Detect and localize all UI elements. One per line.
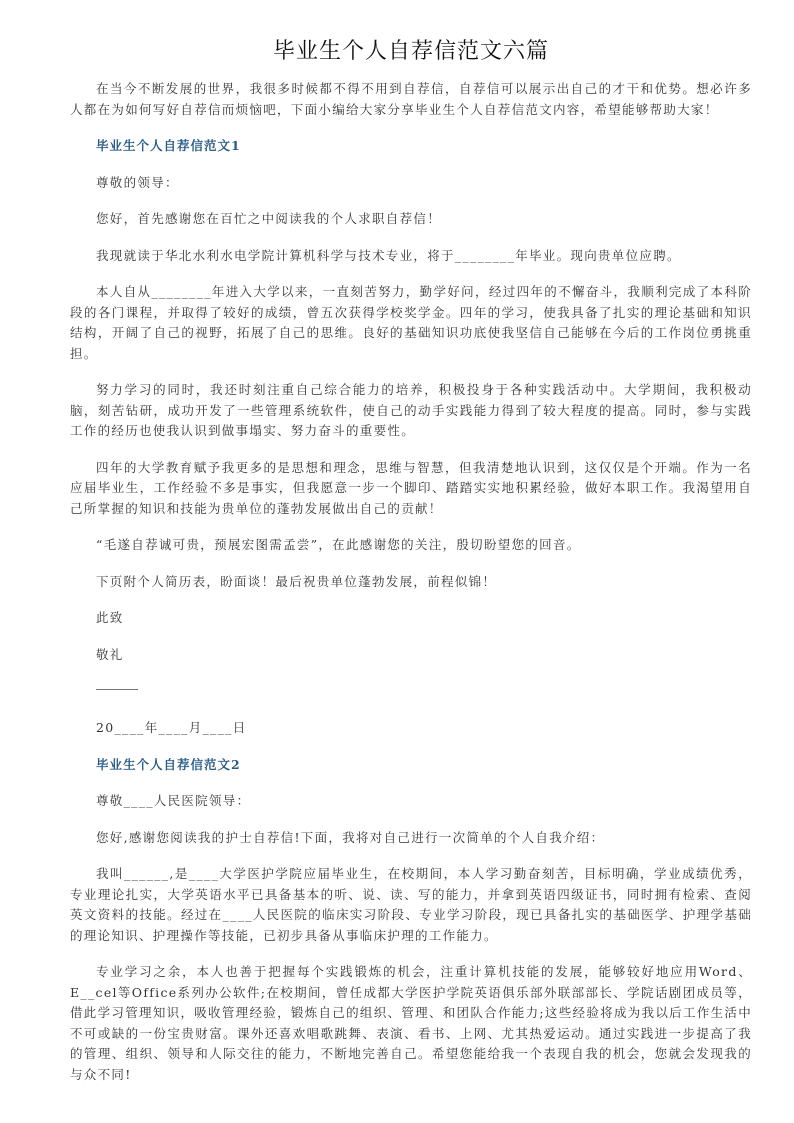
- paragraph: 下页附个人简历表，盼面谈！最后祝贵单位蓬勃发展，前程似锦！: [96, 573, 497, 589]
- paragraph: 我现就读于华北水利水电学院计算机科学与技术专业，将于________年毕业。现向贵单位应聘。: [96, 247, 681, 263]
- section-heading-2: 毕业生个人自荐信范文2: [96, 756, 241, 772]
- paragraph: “毛遂自荐诚可贵，预展宏图需孟尝”，在此感谢您的关注，殷切盼望您的回音。: [96, 537, 581, 552]
- closing-line: 此致: [96, 610, 124, 625]
- paragraph: 您好，首先感谢您在百忙之中阅读我的个人求职自荐信！: [96, 211, 442, 226]
- salutation: 尊敬____人民医院领导：: [96, 793, 251, 808]
- paragraph: 努力学习的同时，我还时刻注重自己综合能力的培养，积极投身于各种实践活动中。大学期间，我积极动脑，刻苦钻研，成功开发了一些管理系统软件，使自己的动手实践能力得到了较大程度的提高。同时，参与实践工作的经历也使我认识到做事塌实、努力奋斗的重要性。: [70, 382, 752, 438]
- document-page: [70, 34, 752, 1101]
- paragraph: 本人自从________年进入大学以来，一直刻苦努力，勤学好问，经过四年的不懈奋斗，我顺利完成了本科阶段的各门课程，并取得了较好的成绩，曾五次获得学校奖学金。四年的学习，使我具备了扎实的理论基础和知识结构，开阔了自己的视野，拓展了自己的思维。良好的基础知识功底使我坚信自己能够在今后的工作岗位勇挑重担。: [70, 284, 752, 361]
- intro-paragraph: 在当今不断发展的世界，我很多时候都不得不用到自荐信，自荐信可以展示出自己的才干和优势。想必许多人都在为如何写好自荐信而烦恼吧，下面小编给大家分享毕业生个人自荐信范文内容，希望能够帮助大家！: [70, 81, 752, 117]
- paragraph: 专业学习之余，本人也善于把握每个实践锻炼的机会，注重计算机技能的发展，能够较好地应用Word、E__cel等Office系列办公软件;在校期间，曾任成都大学医护学院英语俱乐部外联部部长、学院话剧团成员等，借此学习管理知识，吸收管理经验，锻炼自己的组织、管理、和团队合作能力;这些经验将成为我以后工作生活中不可或缺的一份宝贵财富。课外还喜欢唱歌跳舞、表演、看书、上网、尤其热爱运动。通过实践进一步提高了我的管理、组织、领导和人际交往的能力，不断地完善自己。希望您能给我一个表现自我的机会，您就会发现我的与众不同!: [70, 964, 752, 1082]
- closing-line: 敬礼: [96, 646, 124, 662]
- paragraph: 您好,感谢您阅读我的护士自荐信!下面，我将对自己进行一次简单的个人自我介绍：: [96, 829, 605, 845]
- salutation: 尊敬的领导：: [96, 174, 179, 190]
- paragraph: 我叫______,是____大学医护学院应届毕业生，在校期间，本人学习勤奋刻苦，目标明确，学业成绩优秀，专业理论扎实，大学英语水平已具备基本的听、说、读、写的能力，并拿到英语四级证书，同时拥有检索、查阅英文资料的技能。经过在____人民医院的临床实习阶段、专业学习阶段，现已具备扎实的基础医学、护理学基础的理论知识、护理操作等技能，已初步具备从事临床护理的工作能力。: [70, 866, 752, 943]
- signature-blank: [96, 681, 138, 690]
- section-heading-1: 毕业生个人自荐信范文1: [96, 138, 241, 153]
- paragraph: 四年的大学教育赋予我更多的是思想和理念，思维与智慧，但我清楚地认识到，这仅仅是个开端。作为一名应届毕业生，工作经验不多是事实，但我愿意一步一个脚印、踏踏实实地积累经验，做好本职工作。我渴望用自己所掌握的知识和技能为贵单位的蓬勃发展做出自己的贡献！: [70, 459, 752, 516]
- document-title: 毕业生个人自荐信范文六篇: [272, 39, 549, 64]
- date-line: 20____年____月____日: [96, 720, 247, 735]
